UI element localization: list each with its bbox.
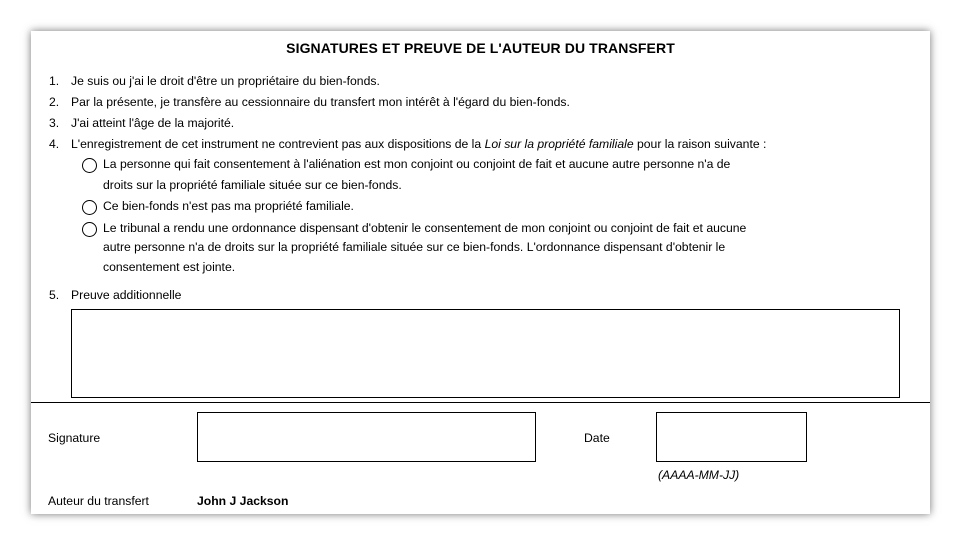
form-title: SIGNATURES ET PREUVE DE L'AUTEUR DU TRANSFERT <box>286 40 675 56</box>
section-divider <box>31 402 930 403</box>
option-court-order-radio[interactable] <box>82 222 97 237</box>
item-4-text-after: pour la raison suivante : <box>633 137 767 151</box>
item-3-number: 3. <box>49 116 60 130</box>
item-5-number: 5. <box>49 288 60 302</box>
item-1-text: Je suis ou j'ai le droit d'être un propriétaire du bien-fonds. <box>71 74 380 88</box>
item-2-text: Par la présente, je transfère au cessionnaire du transfert mon intérêt à l'égard du bien-fonds. <box>71 95 570 109</box>
option-not-family-property-text: Ce bien-fonds n'est pas ma propriété familiale. <box>103 199 354 213</box>
date-label: Date <box>584 431 610 445</box>
signature-label: Signature <box>48 431 101 445</box>
item-4-text <box>71 136 766 152</box>
item-1-number: 1. <box>49 74 60 88</box>
option-spouse-consent-line1: La personne qui fait consentement à l'aliénation est mon conjoint ou conjoint de fait et aucune autre personne n'a de <box>103 157 731 171</box>
law-name: Loi sur la propriété familiale <box>484 137 634 151</box>
date-field[interactable] <box>656 412 807 462</box>
author-name: John J Jackson <box>197 494 289 508</box>
additional-evidence-label: Preuve additionnelle <box>71 288 182 302</box>
option-not-family-property-radio[interactable] <box>82 200 97 215</box>
additional-evidence-field[interactable] <box>71 309 900 398</box>
date-format-hint: (AAAA-MM-JJ) <box>658 468 740 482</box>
option-court-order-line3: consentement est jointe. <box>103 260 236 274</box>
signature-field[interactable] <box>197 412 536 462</box>
option-spouse-consent-radio[interactable] <box>82 158 97 173</box>
item-2-number: 2. <box>49 95 60 109</box>
item-4-text-before: L'enregistrement de cet instrument ne contrevient pas aux dispositions de la <box>71 137 485 151</box>
item-3-text: J'ai atteint l'âge de la majorité. <box>71 116 235 130</box>
item-4-number: 4. <box>49 137 60 151</box>
author-label: Auteur du transfert <box>48 494 149 508</box>
option-court-order-line2: autre personne n'a de droits sur la propriété familiale située sur ce bien-fonds. L'ordonnance dispensant d'obtenir le <box>103 240 726 254</box>
option-court-order-line1: Le tribunal a rendu une ordonnance dispensant d'obtenir le consentement de mon conjoint ou conjoint de fait et aucune <box>103 221 747 235</box>
option-spouse-consent-line2: droits sur la propriété familiale située sur ce bien-fonds. <box>103 178 402 192</box>
transfer-signature-form <box>31 31 930 514</box>
